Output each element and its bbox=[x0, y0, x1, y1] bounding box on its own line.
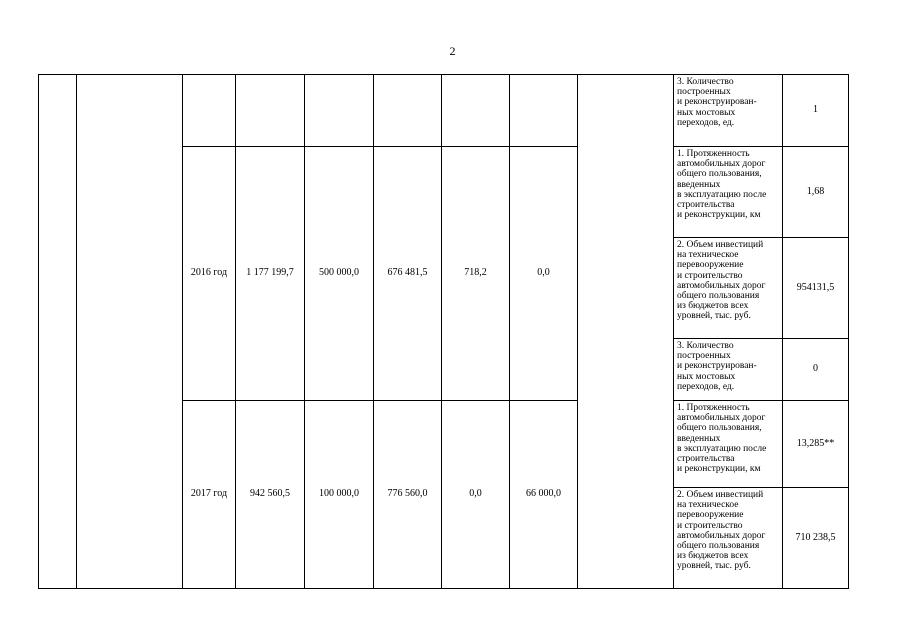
year-cell bbox=[183, 75, 236, 147]
indicator-3-value: 0 bbox=[783, 339, 849, 401]
indicator-2-value: 954131,5 bbox=[783, 238, 849, 339]
col3-cell: 500 000,0 bbox=[305, 147, 374, 401]
col-executor-cell bbox=[578, 75, 674, 589]
col-number-cell bbox=[39, 75, 77, 589]
col5-cell: 0,0 bbox=[442, 401, 510, 589]
indicator-3-value: 1 bbox=[783, 75, 849, 147]
col5-cell bbox=[442, 75, 510, 147]
col6-cell: 66 000,0 bbox=[510, 401, 578, 589]
indicator-1-value: 13,285** bbox=[783, 401, 849, 488]
total-cell bbox=[236, 75, 305, 147]
col-name-cell bbox=[77, 75, 183, 589]
col4-cell: 776 560,0 bbox=[374, 401, 442, 589]
table-row bbox=[39, 75, 849, 147]
indicator-2-value: 710 238,5 bbox=[783, 488, 849, 589]
col5-cell: 718,2 bbox=[442, 147, 510, 401]
col6-cell: 0,0 bbox=[510, 147, 578, 401]
indicator-2-label: 2. Объем инвестиций на техническое перевооружение и строительство автомобильных дорог общего пользования из бюджетов всех уровней, тыс. руб. bbox=[674, 488, 783, 589]
col4-cell: 676 481,5 bbox=[374, 147, 442, 401]
indicator-3-label: 3. Количество построенных и реконструирован- ных мостовых переходов, ед. bbox=[674, 339, 783, 401]
col6-cell bbox=[510, 75, 578, 147]
total-cell: 942 560,5 bbox=[236, 401, 305, 589]
col4-cell bbox=[374, 75, 442, 147]
indicator-1-label: 1. Протяженность автомобильных дорог общего пользования, введенных в эксплуатацию после строительства и реконструкции, км bbox=[674, 147, 783, 238]
indicator-2-label: 2. Объем инвестиций на техническое перевооружение и строительство автомобильных дорог общего пользования из бюджетов всех уровней, тыс. руб. bbox=[674, 238, 783, 339]
col3-cell: 100 000,0 bbox=[305, 401, 374, 589]
year-cell: 2016 год bbox=[183, 147, 236, 401]
total-cell: 1 177 199,7 bbox=[236, 147, 305, 401]
year-cell: 2017 год bbox=[183, 401, 236, 589]
indicator-3-label: 3. Количество построенных и реконструирован- ных мостовых переходов, ед. bbox=[674, 75, 783, 147]
col3-cell bbox=[305, 75, 374, 147]
program-table bbox=[38, 74, 849, 589]
indicator-1-value: 1,68 bbox=[783, 147, 849, 238]
indicator-1-label: 1. Протяженность автомобильных дорог общего пользования, введенных в эксплуатацию после строительства и реконструкции, км bbox=[674, 401, 783, 488]
page-number: 2 bbox=[449, 44, 456, 58]
